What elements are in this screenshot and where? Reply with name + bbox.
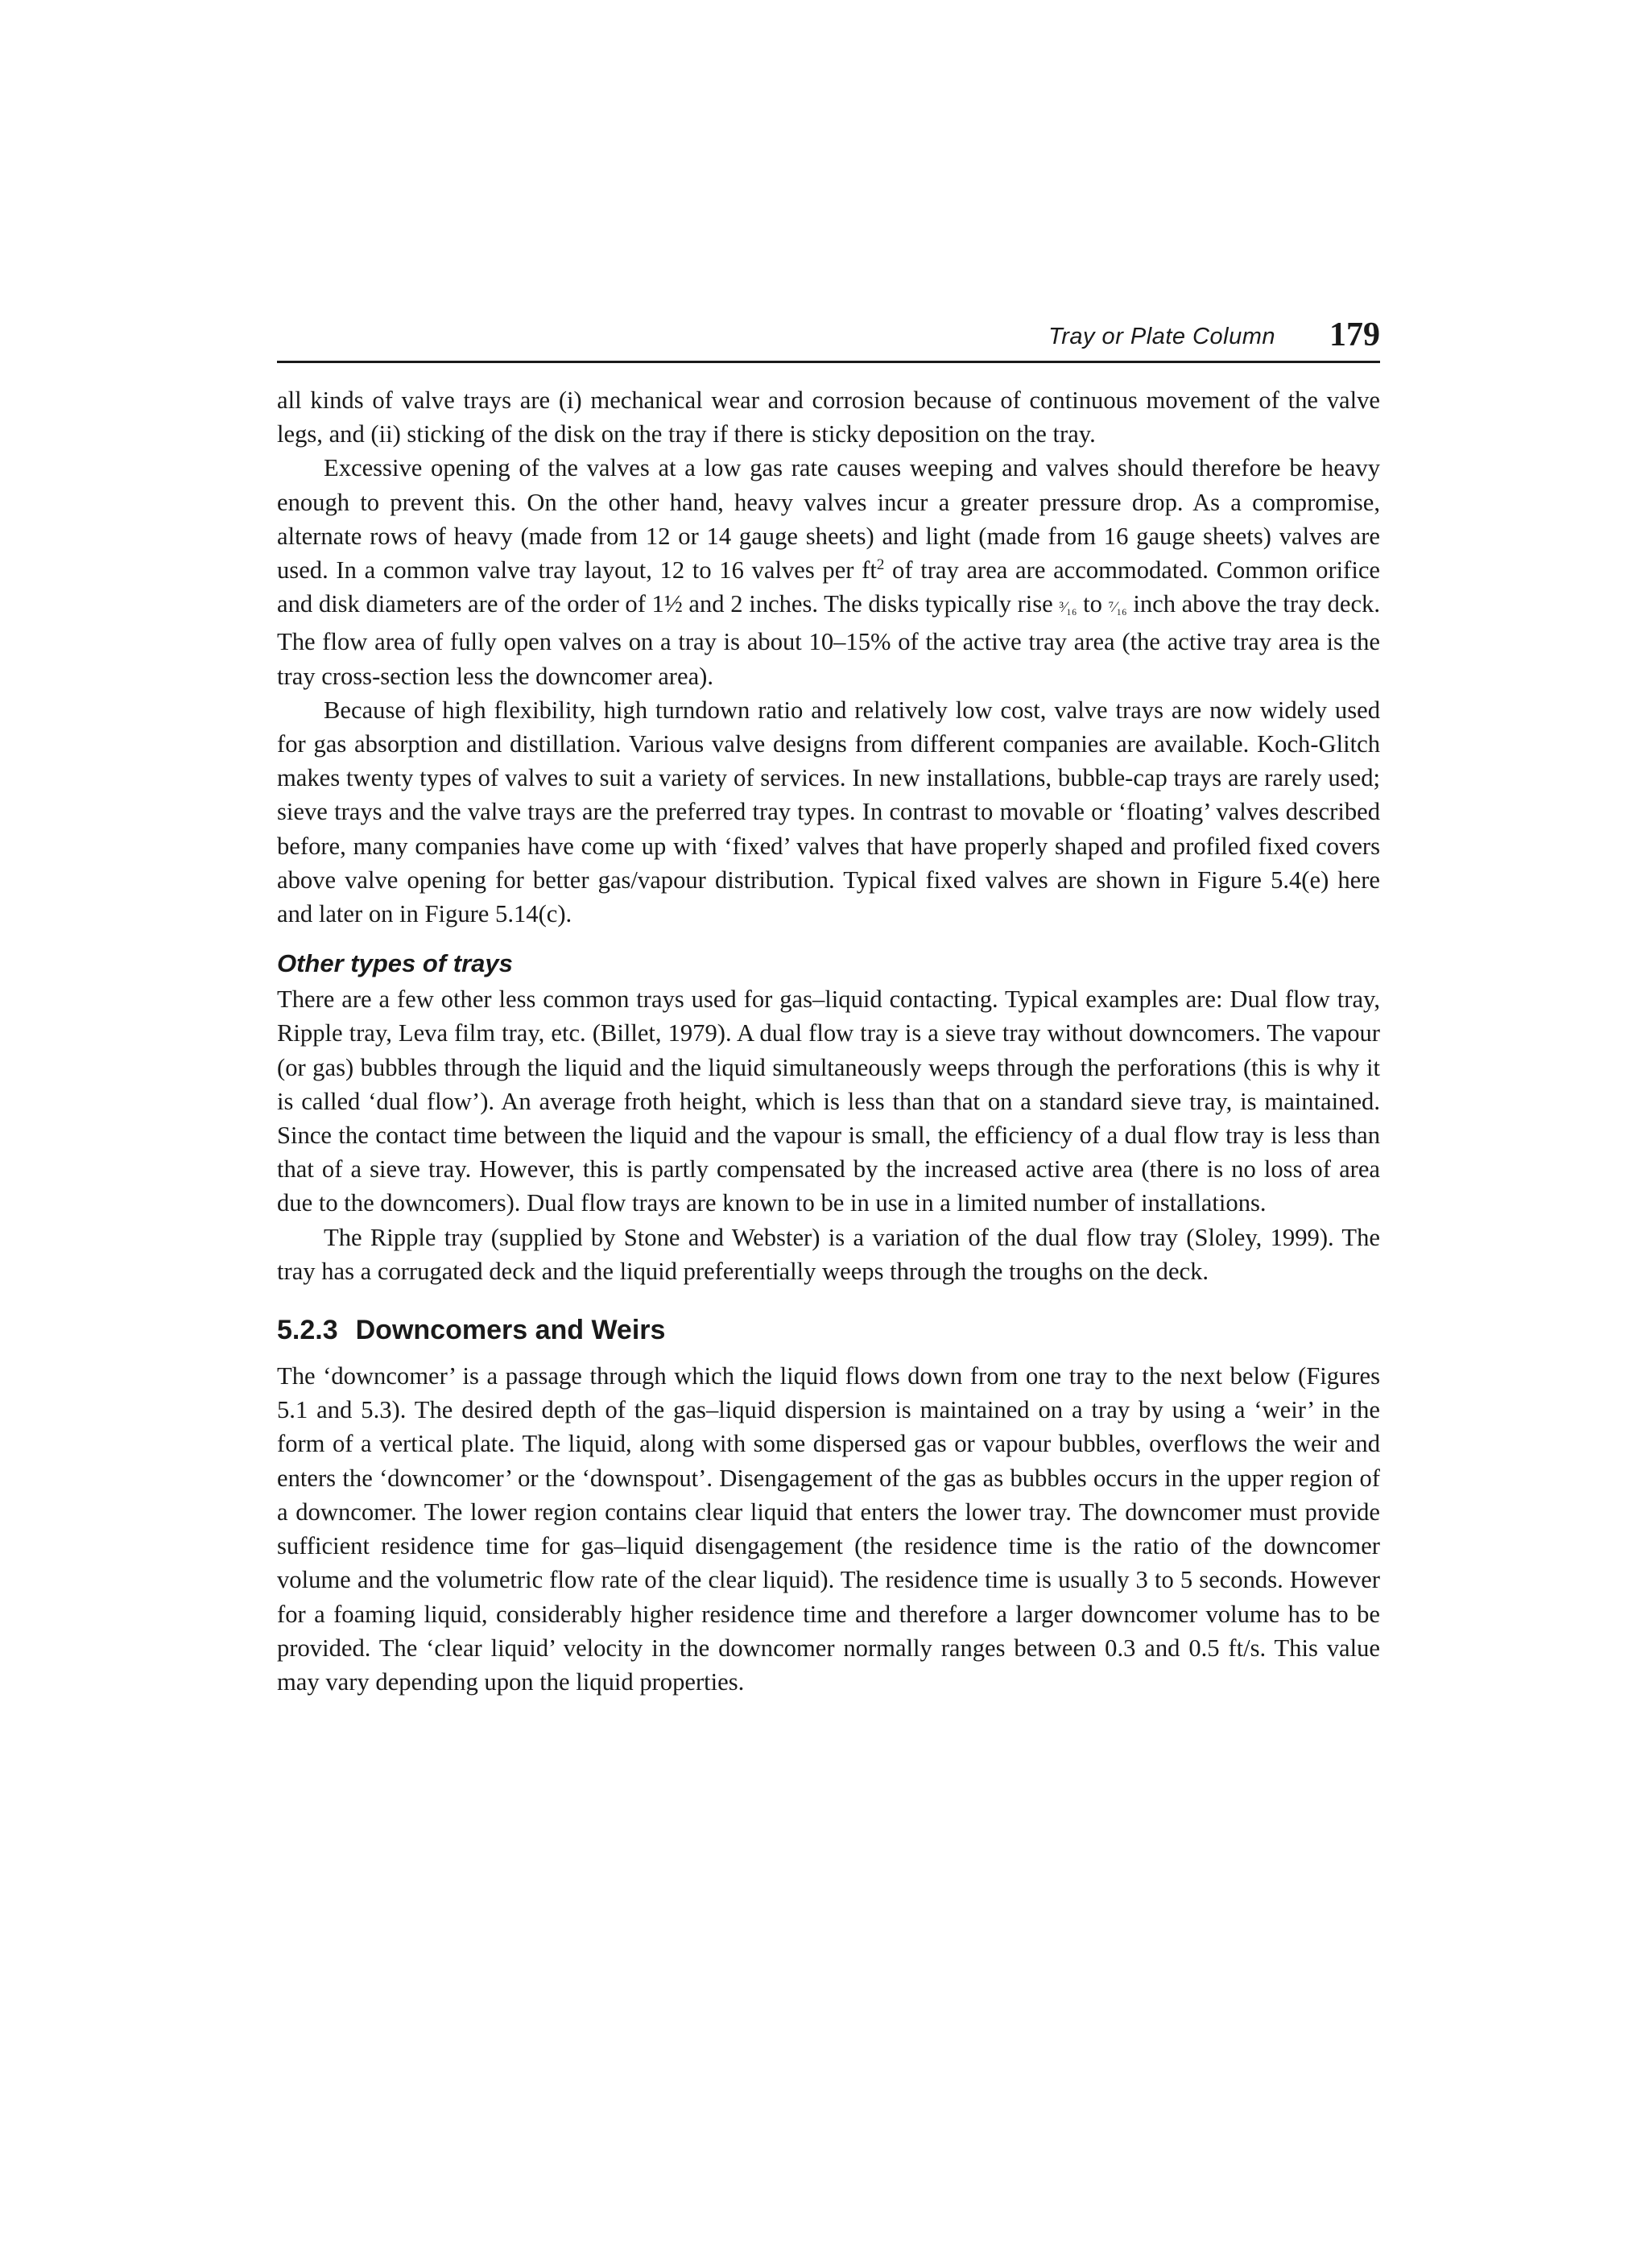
fraction: ⁷⁄₁₆ (1108, 599, 1127, 617)
paragraph-text: of tray area are accommodated. Common orifice and disk diameters are of the order of 1½ and 2 inches. The disks typically rise (277, 556, 1380, 618)
body-text (277, 383, 1380, 1699)
section-heading (277, 1312, 1380, 1348)
running-header (277, 316, 1380, 363)
running-title: Tray or Plate Column (1048, 324, 1275, 349)
paragraph-valve-opening (277, 451, 1380, 692)
paragraph-text: Excessive opening of the valves at a low gas rate causes weeping and valves should therefore be heavy enough to prevent this. On the other hand, heavy valves incur a greater pressure drop. As a compromise, alternate rows of heavy (made from 12 or 14 gauge sheets) and light (made from 16 gauge sheets) valves are used. In a common valve tray layout, 12 to 16 valves per ft (277, 454, 1380, 585)
paragraph-valve-flexibility: Because of high flexibility, high turndown ratio and relatively low cost, valve trays are now widely used for gas absorption and distillation. Various valve designs from different companies are available. Koch-Glitch makes twenty types of valves to suit a variety of services. In new installations, bubble-cap trays are rarely used; sieve trays and the valve trays are the preferred tray types. In contrast to movable or ‘floating’ valves described before, many companies have come up with ‘fixed’ valves that have properly shaped and profiled fixed covers above valve opening for better gas/vapour distribution. Typical fixed valves are shown in Figure 5.4(e) here and later on in Figure 5.14(c). (277, 696, 1380, 928)
paragraph-continuation: all kinds of valve trays are (i) mechanical wear and corrosion because of continuous movement of the valve legs, and (ii) sticking of the disk on the tray if there is sticky deposition on the tray. (277, 386, 1380, 448)
superscript: 2 (876, 556, 885, 573)
paragraph-ripple-tray: The Ripple tray (supplied by Stone and Webster) is a variation of the dual flow tray (Sloley, 1999). The tray has a corrugated deck and the liquid preferentially weeps through the troughs on the deck. (277, 1223, 1380, 1285)
paragraph-other-trays: There are a few other less common trays used for gas–liquid contacting. Typical examples are: Dual flow tray, Ripple tray, Leva film tray, etc. (Billet, 1979). A dual flow tray is a sieve tray without downcomers. The vapour (or gas) bubbles through the liquid and the liquid simultaneously weeps through the perforations (this is why it is called ‘dual flow’). An average froth height, which is less than that on a standard sieve tray, is maintained. Since the contact time between the liquid and the vapour is small, the efficiency of a dual flow tray is less than that of a sieve tray. However, this is partly compensated by the increased active area (there is no loss of area due to the downcomers). Dual flow trays are known to be in use in a limited number of installations. (277, 985, 1380, 1217)
paragraph-text: to (1077, 590, 1109, 618)
section-number: 5.2.3 (277, 1315, 338, 1346)
paragraph-text: inch above the tray deck. The flow area of fully open valves on a tray is about 10–15% of the active tray area (the active tray area is the tray cross-section less the downcomer area). (277, 590, 1381, 690)
page-number: 179 (1329, 316, 1380, 353)
subsection-heading: Other types of trays (277, 949, 513, 978)
section-title: Downcomers and Weirs (355, 1315, 666, 1346)
paragraph-downcomer: The ‘downcomer’ is a passage through which the liquid flows down from one tray to the next below (Figures 5.1 and 5.3). The desired depth of the gas–liquid dispersion is maintained on a tray by using a ‘weir’ in the form of a vertical plate. The liquid, along with some dispersed gas or vapour bubbles, overflows the weir and enters the ‘downcomer’ or the ‘downspout’. Disengagement of the gas as bubbles occurs in the upper region of a downcomer. The lower region contains clear liquid that enters the lower tray. The downcomer must provide sufficient residence time for gas–liquid disengagement (the residence time is the ratio of the downcomer volume and the volumetric flow rate of the clear liquid). The residence time is usually 3 to 5 seconds. However for a foaming liquid, considerably higher residence time and therefore a larger downcomer volume has to be provided. The ‘clear liquid’ velocity in the downcomer normally ranges between 0.3 and 0.5 ft/s. This value may vary depending upon the liquid properties. (277, 1362, 1380, 1696)
fraction: ³⁄₁₆ (1059, 599, 1077, 617)
